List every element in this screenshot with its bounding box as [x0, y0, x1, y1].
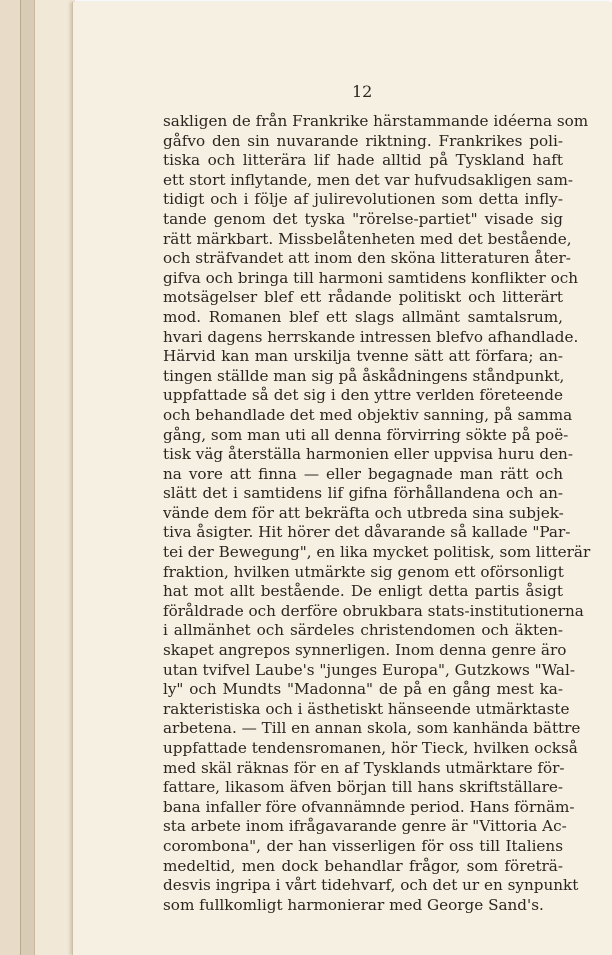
text-line: tingen ställde man sig på åskådningens ståndpunkt,	[163, 366, 565, 385]
text-line: rätt märkbart. Missbelåtenheten med det bestående,	[163, 229, 572, 248]
text-line: utan tvifvel Laube's "junges Europa", Gutzkows "Wal-	[163, 660, 575, 679]
text-line: skapet angrepos synnerligen. Inom denna genre äro	[163, 641, 567, 660]
text-line: bana infaller före ofvannämnde period. Hans förnäm-	[163, 797, 575, 816]
text-line: arbetena. — Till en annan skola, som kanhända bättre	[163, 719, 581, 738]
text-line: tiva åsigter. Hit hörer det dåvarande så kallade "Par-	[163, 523, 571, 542]
text-line: som fullkomligt harmonierar med George Sand's.	[163, 895, 544, 914]
text-line: medeltid, men dock behandlar frågor, som företrä-	[163, 856, 563, 875]
text-line: sta arbete inom ifrågavarande genre är "Vittoria Ac-	[163, 817, 567, 836]
text-line: hat mot allt bestående. De enligt detta partis åsigt	[163, 582, 563, 601]
text-line: motsägelser blef ett rådande politiskt och litterärt	[163, 288, 563, 307]
text-line: ly" och Mundts "Madonna" de på en gång mest ka-	[163, 680, 563, 699]
text-line: na vore att finna — eller begagnade man rätt och	[163, 464, 563, 483]
text-line: hvari dagens herrskande intressen blefvo afhandlade.	[163, 327, 579, 346]
text-line: uppfattade så det sig i den yttre verlden företeende	[163, 386, 563, 405]
text-line: fraktion, hvilken utmärkte sig genom ett oförsonligt	[163, 562, 564, 581]
text-line: slätt det i samtidens lif gifna förhållandena och an-	[163, 484, 563, 503]
text-line: i allmänhet och särdeles christendomen och äkten-	[163, 621, 563, 640]
text-line: rakteristiska och i ästhetiskt hänseende utmärktaste	[163, 699, 570, 718]
text-line: ett stort inflytande, men det var hufvudsakligen sam-	[163, 170, 574, 189]
text-line: desvis ingripa i vårt tidehvarf, och det ur en synpunkt	[163, 876, 579, 895]
text-line: tisk väg återställa harmonien eller uppvisa huru den-	[163, 445, 573, 464]
text-line: och behandlade det med objektiv sanning, på samma	[163, 405, 573, 424]
text-line: mod. Romanen blef ett slags allmänt samtalsrum,	[163, 307, 563, 326]
text-line: föråldrade och derföre obrukbara stats-institutionerna	[163, 601, 584, 620]
text-line: gifva och bringa till harmoni samtidens konflikter och	[163, 268, 579, 287]
body-text	[163, 112, 591, 915]
text-line: sakligen de från Frankrike härstammande idéerna som	[163, 112, 589, 130]
page-stack-edge	[34, 0, 75, 955]
text-line: tidigt och i följe af julirevolutionen som detta infly-	[163, 190, 563, 209]
text-line: corombona", der han visserligen för oss till Italiens	[163, 836, 563, 855]
text-line: med skäl räknas för en af Tysklands utmärktare för-	[163, 758, 565, 777]
text-line: Härvid kan man urskilja tvenne sätt att förfara; an-	[163, 347, 563, 366]
text-line: tiska och litterära lif hade alltid på Tyskland haft	[163, 151, 563, 170]
page-number: 12	[352, 82, 373, 101]
text-line: vände dem för att bekräfta och utbreda sina subjek-	[163, 503, 564, 522]
text-line: uppfattade tendensromanen, hör Tieck, hvilken också	[163, 739, 578, 757]
text-line: och sträfvandet att inom den sköna litteraturen åter-	[163, 249, 571, 268]
text-line: gång, som man uti all denna förvirring sökte på poë-	[163, 425, 569, 444]
text-line: tande genom det tyska "rörelse-partiet" visade sig	[163, 209, 563, 228]
text-line: tei der Bewegung", en lika mycket politisk, som litterär	[163, 543, 591, 562]
text-line: gåfvo den sin nuvarande riktning. Frankrikes poli-	[163, 131, 563, 150]
text-line: fattare, likasom äfven början till hans skriftställare-	[163, 778, 563, 797]
